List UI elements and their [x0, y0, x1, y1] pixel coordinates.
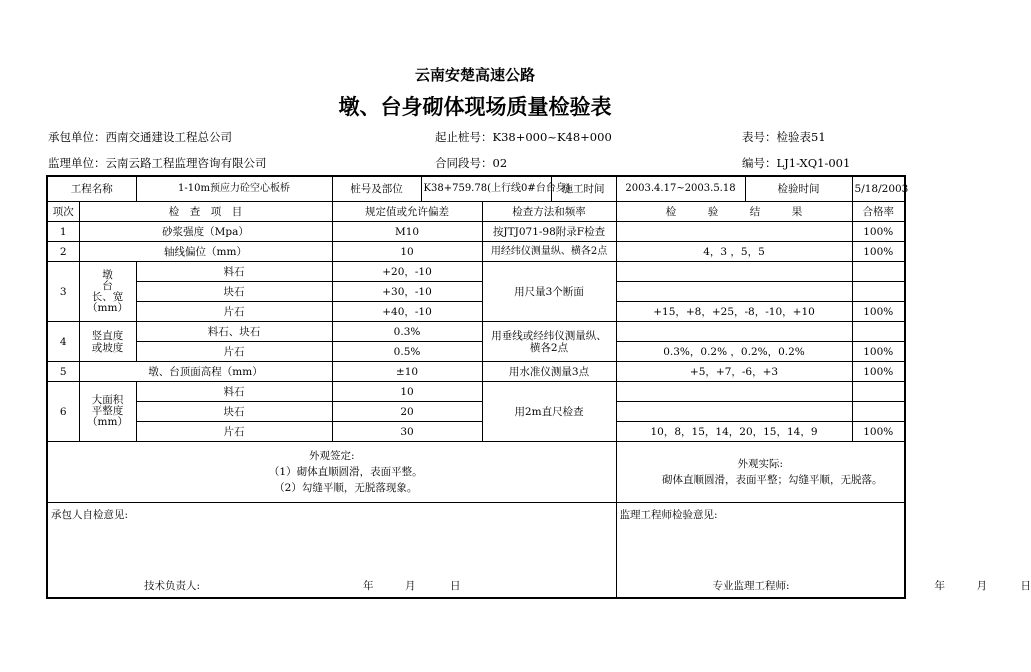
project-title: 云南安楚高速公路 [414, 66, 535, 84]
supervisor-unit: 监理单位：云南云路工程监理咨询有限公司 [48, 156, 267, 170]
check-time-label: 检验时间 [777, 183, 820, 195]
row-item: 砂浆强度（Mpa） [79, 222, 332, 242]
row-rate [852, 262, 905, 282]
row-method: 用经纬仪测量纵、横各2点 [482, 242, 616, 262]
row-spec: 0.5% [332, 342, 482, 362]
supervisor-day: 日 [1020, 580, 1031, 592]
appearance-actual-label: 外观实际: [737, 458, 784, 470]
row-no: 2 [47, 242, 79, 262]
row-group: 大面积 平整度 （mm） [79, 382, 136, 442]
row-no: 1 [47, 222, 79, 242]
row-spec: +30，-10 [332, 282, 482, 302]
row-result: +5，+7，-6，+3 [616, 362, 852, 382]
project-name-label: 工程名称 [47, 176, 136, 202]
row-method: 按JTJ071-98附录F检查 [482, 222, 616, 242]
contract-number: 合同段号：02 [435, 156, 508, 170]
row-no: 4 [47, 322, 79, 362]
row-result [616, 322, 852, 342]
table-row [47, 422, 905, 442]
appearance-spec-line2: （2）勾缝平顺，无脱落现象。 [274, 482, 418, 494]
supervisor-opinion [616, 503, 1031, 599]
row-item: 轴线偏位（mm） [79, 242, 332, 262]
row-rate [852, 402, 905, 422]
row-subitem: 块石 [136, 402, 332, 422]
row-group: 墩 台 长、宽 （mm） [79, 262, 136, 322]
row-spec: 0.3% [332, 322, 482, 342]
form-title: 墩、台身砌体现场质量检验表 [338, 95, 612, 119]
serial-number: 编号：LJ1-XQ1-001 [742, 156, 851, 170]
row-result [616, 382, 852, 402]
contractor-opinion-label: 承包人自检意见: [51, 509, 129, 521]
table-row [47, 382, 905, 402]
row-no: 6 [47, 382, 79, 442]
table-row [47, 362, 905, 382]
column-header-row [47, 202, 905, 222]
row-spec: 10 [332, 382, 482, 402]
row-subitem: 料石、块石 [136, 322, 332, 342]
contractor-sign-label: 技术负责人: [144, 580, 201, 592]
col-rate: 合格率 [852, 202, 905, 222]
col-spec: 规定值或允许偏差 [332, 202, 482, 222]
row-result [616, 222, 852, 242]
col-method: 检查方法和频率 [482, 202, 616, 222]
row-rate [852, 382, 905, 402]
project-name-value: 1-10m预应力砼空心板桥 [136, 176, 332, 202]
row-result: 0.3%，0.2% ，0.2%，0.2% [616, 342, 852, 362]
row-result: 4，3 ，5，5 [616, 242, 852, 262]
contractor-month: 月 [405, 580, 416, 592]
row-method: 用尺量3个断面 [482, 262, 616, 322]
row-rate: 100% [852, 302, 905, 322]
row-subitem: 料石 [136, 262, 332, 282]
row-rate: 100% [852, 422, 905, 442]
contractor-year: 年 [363, 580, 374, 592]
construction-period-label: 施工时间 [551, 176, 616, 202]
inspection-table [46, 175, 1031, 599]
row-group: 竖直度 或坡度 [79, 322, 136, 362]
row-rate [852, 282, 905, 302]
col-result: 检 验 结 果 [616, 202, 852, 222]
table-row [47, 242, 905, 262]
appearance-spec-line1: （1）砌体直顺圆滑，表面平整。 [268, 466, 423, 478]
table-row [47, 342, 905, 362]
station-range: 起止桩号：K38+000~K48+000 [435, 130, 612, 144]
col-item: 检 查 项 目 [79, 202, 332, 222]
row-result [616, 402, 852, 422]
row-rate: 100% [852, 342, 905, 362]
row-spec: +40，-10 [332, 302, 482, 322]
row-result: +15，+8，+25，-8，-10，+10 [616, 302, 852, 322]
appearance-actual-line1: 砌体直顺圆滑，表面平整；勾缝平顺，无脱落。 [662, 474, 883, 486]
table-row [47, 402, 905, 422]
row-result [616, 282, 852, 302]
project-row [47, 176, 905, 202]
table-row [47, 262, 905, 282]
row-spec: 10 [332, 242, 482, 262]
form-number: 表号：检验表51 [742, 130, 826, 144]
row-spec: M10 [332, 222, 482, 242]
row-rate: 100% [852, 242, 905, 262]
row-subitem: 料石 [136, 382, 332, 402]
table-row [47, 282, 905, 302]
row-subitem: 块石 [136, 282, 332, 302]
contractor-day: 日 [450, 580, 461, 592]
row-spec: 30 [332, 422, 482, 442]
table-row [47, 302, 905, 322]
table-row [47, 322, 905, 342]
row-result: 10，8，15，14，20，15，14，9 [616, 422, 852, 442]
row-no: 5 [47, 362, 79, 382]
contractor-unit: 承包单位：西南交通建设工程总公司 [48, 130, 232, 144]
row-subitem: 片石 [136, 302, 332, 322]
row-spec: +20，-10 [332, 262, 482, 282]
row-method: 用2m直尺检查 [482, 382, 616, 442]
appearance-spec-label: 外观签定: [308, 450, 355, 462]
row-rate: 100% [852, 222, 905, 242]
appearance-spec [47, 442, 616, 503]
appearance-row [47, 442, 905, 503]
row-rate: 100% [852, 362, 905, 382]
project-part [332, 176, 570, 202]
row-subitem: 片石 [136, 342, 332, 362]
row-method: 用垂线或经纬仪测量纵、 横各2点 [482, 322, 616, 362]
supervisor-sign-label: 专业监理工程师: [712, 580, 790, 592]
construction-period [616, 176, 852, 202]
supervisor-opinion-label: 监理工程师检验意见: [619, 509, 718, 521]
appearance-actual [616, 442, 905, 503]
row-spec: 20 [332, 402, 482, 422]
check-time-value: 5/18/2003 [852, 176, 905, 202]
contractor-opinion [47, 503, 616, 599]
row-subitem: 片石 [136, 422, 332, 442]
row-method: 用水准仪测量3点 [482, 362, 616, 382]
row-rate [852, 322, 905, 342]
supervisor-month: 月 [976, 580, 988, 592]
project-part-value: K38+759.78(上行线0#台台身) [423, 183, 570, 194]
opinion-row [47, 503, 905, 599]
col-no: 项次 [47, 202, 79, 222]
project-part-label: 桩号及部位 [333, 177, 422, 201]
construction-period-value: 2003.4.17~2003.5.18 [617, 177, 746, 201]
row-spec: ±10 [332, 362, 482, 382]
row-no: 3 [47, 262, 79, 322]
row-result [616, 262, 852, 282]
supervisor-year: 年 [934, 580, 946, 592]
row-item: 墩、台顶面高程（mm） [79, 362, 332, 382]
table-row [47, 222, 905, 242]
